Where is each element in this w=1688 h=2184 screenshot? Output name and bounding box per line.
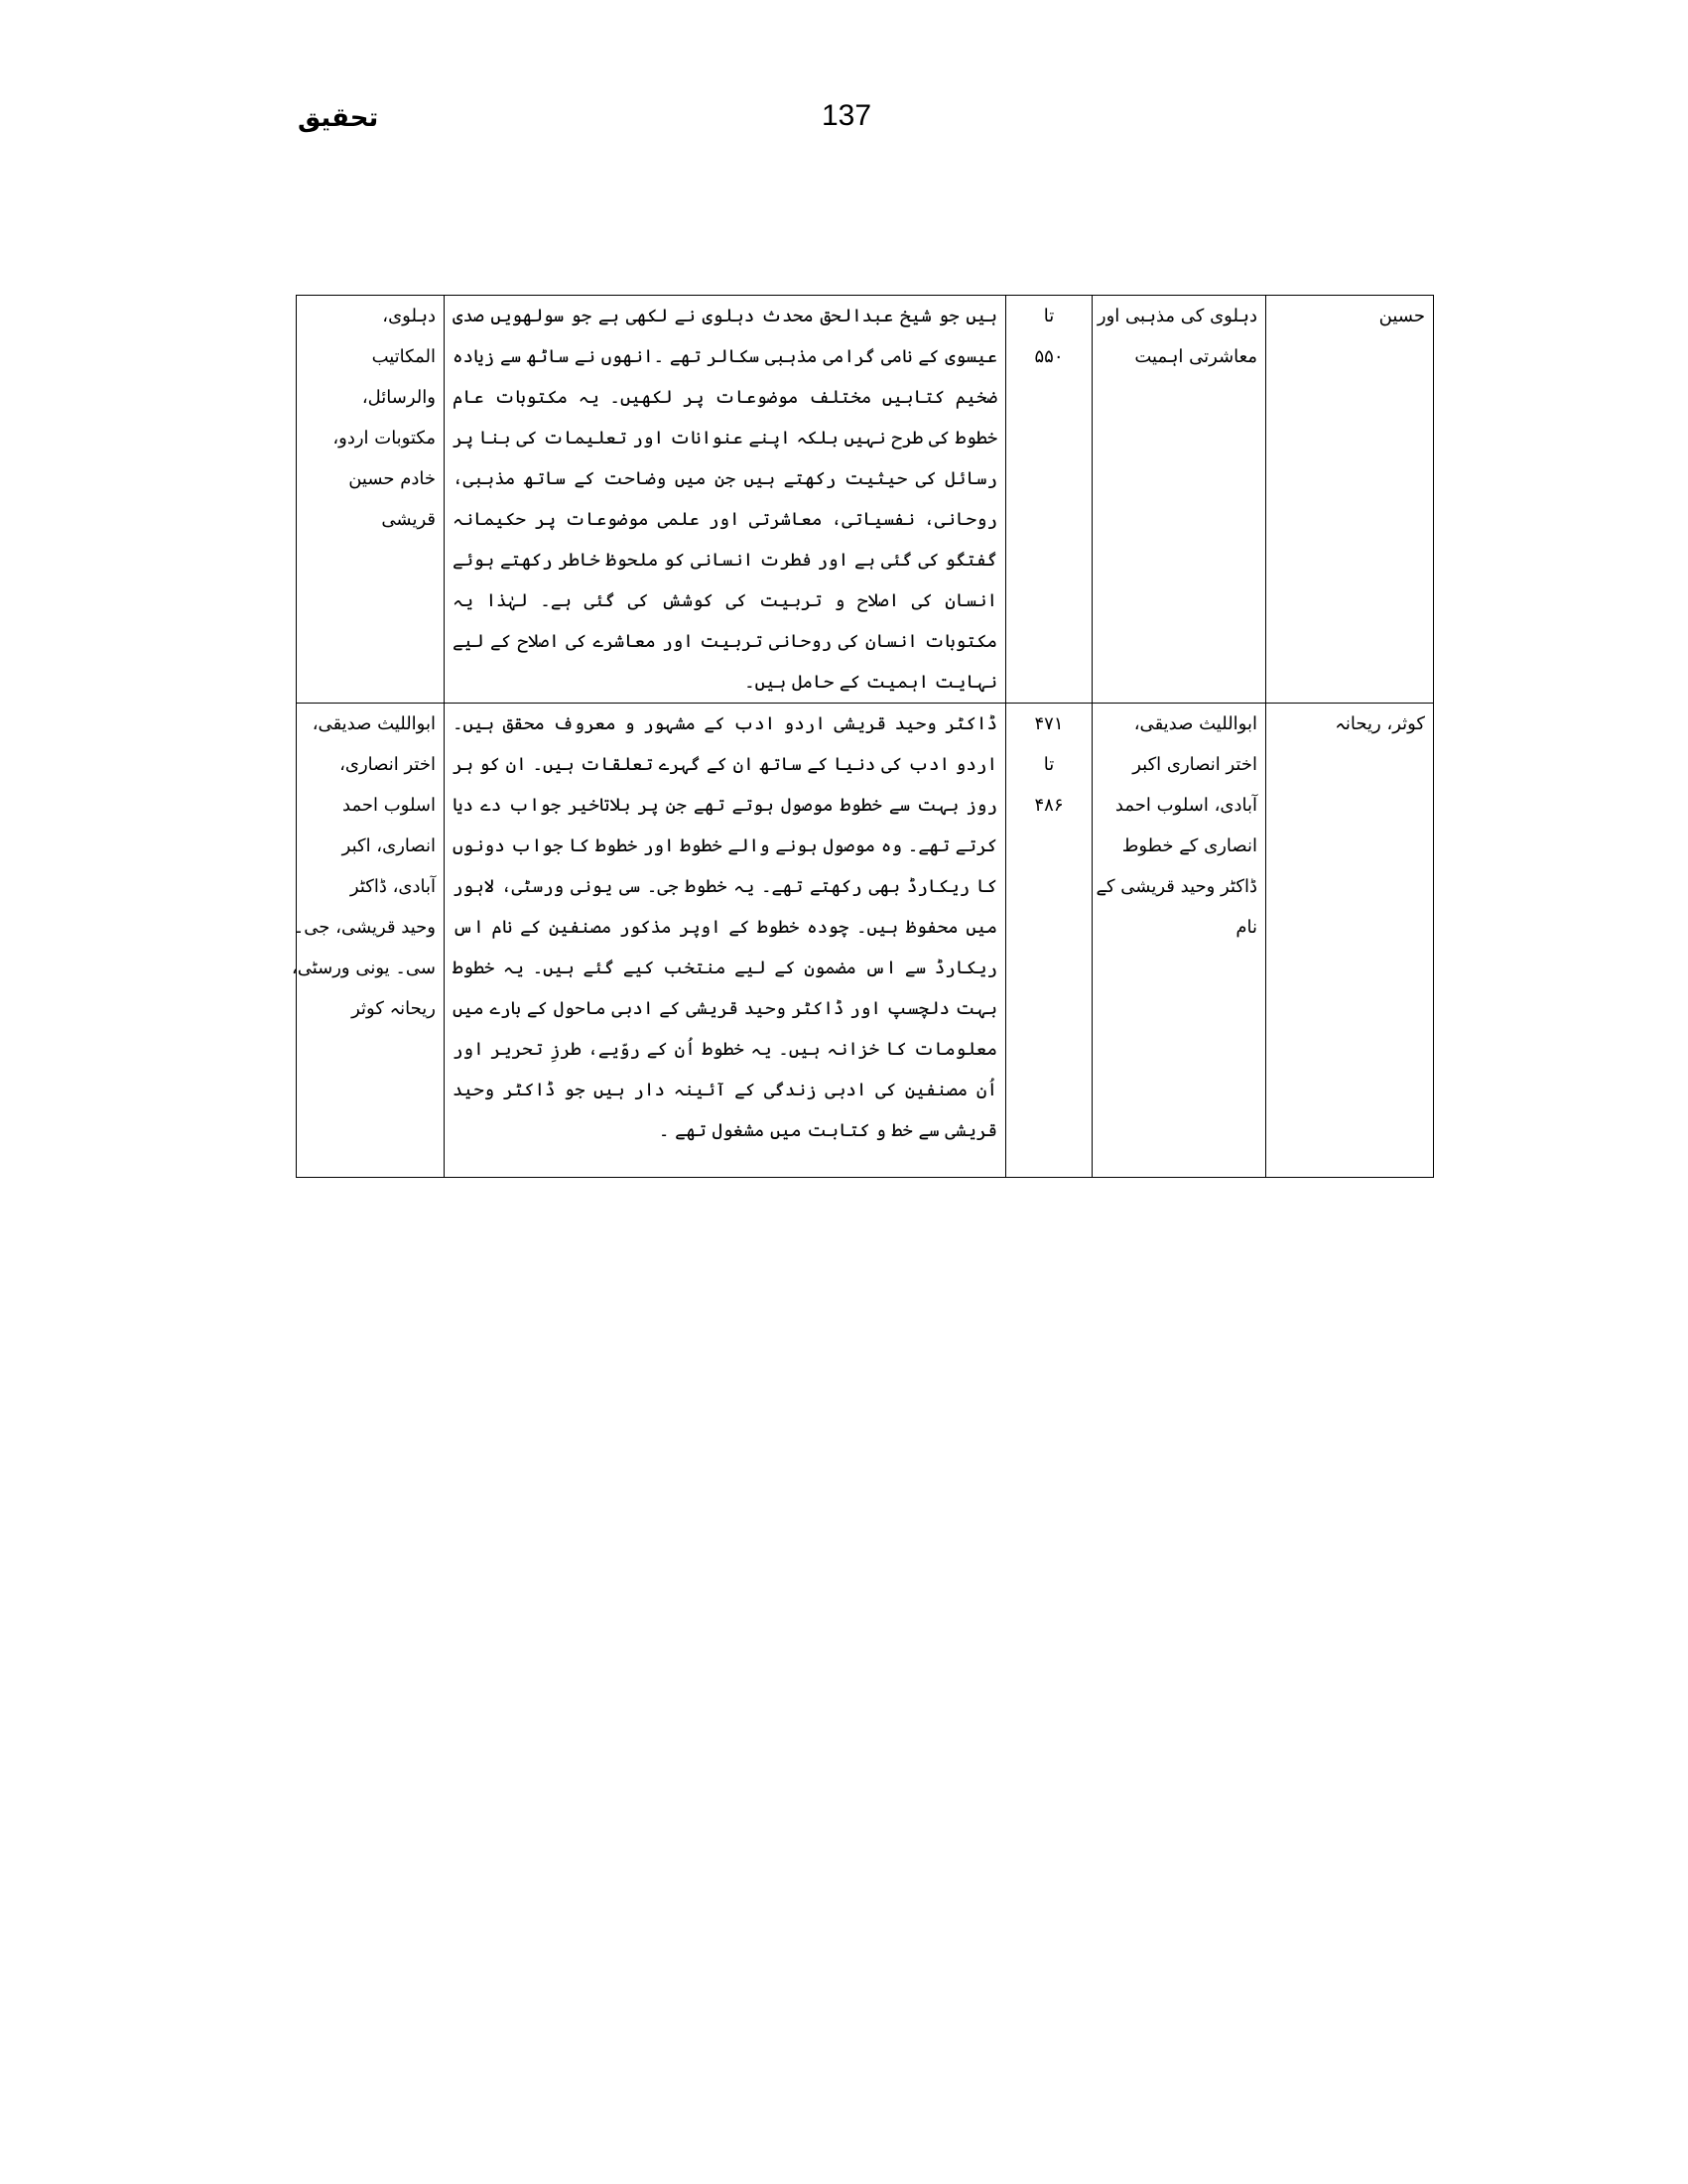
- source-line: اختر انصاری،: [339, 754, 436, 775]
- source-line: المکاتیب: [371, 346, 436, 367]
- title-line: آبادی، اسلوب احمد: [1114, 795, 1257, 816]
- page-number: 137: [822, 99, 872, 132]
- table-row: [297, 296, 1434, 704]
- title-line: دہلوی کی مذہبی اور: [1097, 306, 1257, 326]
- table-row: [297, 704, 1434, 1178]
- abstract-cell: [445, 704, 1006, 1178]
- title-line: انصاری کے خطوط: [1121, 835, 1257, 856]
- source-line: دہلوی،: [382, 306, 436, 326]
- title-line: ابواللیث صدیقی،: [1133, 713, 1257, 734]
- title-line: معاشرتی اہمیت: [1134, 346, 1257, 367]
- title-line: ڈاکٹر وحید قریشی کے: [1096, 876, 1257, 897]
- abstract-cell: [445, 296, 1006, 704]
- source-line: ابواللیث صدیقی،: [312, 713, 436, 734]
- article-title-cell: [1093, 296, 1266, 704]
- source-line: مکتوبات اردو،: [332, 428, 436, 449]
- article-title-cell: [1093, 704, 1266, 1178]
- title-line: نام: [1235, 917, 1257, 938]
- page-range-cell: [1006, 296, 1093, 704]
- source-line: خادم حسین: [348, 468, 436, 489]
- source-line: وحید قریشی، جی۔: [293, 917, 436, 938]
- author-name: کوثر، ریحانہ: [1335, 713, 1425, 734]
- author-name-cell: [1266, 704, 1434, 1178]
- author-name-cell: [1266, 296, 1434, 704]
- source-line: انصاری، اکبر: [341, 835, 436, 856]
- article-index-table: [291, 295, 1434, 1178]
- author-name: حسین: [1378, 306, 1425, 326]
- source-line: سی۔ یونی ورسٹی،: [291, 958, 436, 978]
- source-line: والرسائل،: [361, 387, 436, 408]
- page-range-line: تا: [1043, 754, 1055, 775]
- abstract-text: ڈاکٹر وحید قریشی اردو ادب کے مشہور و معروف محقق ہیں۔ اردو ادب کی دنیا کے ساتھ ان کے گہرے تعلقات ہیں۔ ان کو ہر روز بہت سے خطوط موصول ہوتے تھے جن پر بلاتاخیر جواب دے دیا کرتے تھے۔ وہ موصول ہونے والے خطوط اور خطوط کا جواب دونوں کا ریکارڈ بھی رکھتے تھے۔ یہ خطوط جی۔ سی یونی ورسٹی، لاہور میں محفوظ ہیں۔ چودہ خطوط کے اوپر مذکور مصنفین کے نام اس ریکارڈ سے اس مضمون کے لیے منتخب کیے گئے ہیں۔ یہ خطوط بہت دلچسپ اور ڈاکٹر وحید قریشی کے ادبی ماحول کے بارے میں معلومات کا خزانہ ہیں۔ یہ خطوط اُن کے روّیے، طرزِ تحریر اور اُن مصنفین کی ادبی زندگی کے آئینہ دار ہیں جو ڈاکٹر وحید قریشی سے خط و کتابت میں مشغول تھے ۔: [453, 713, 997, 1141]
- source-line: ریحانہ کوثر: [351, 998, 436, 1019]
- page-range-line: ۵۵۰: [1034, 346, 1064, 367]
- page-range-line: ۴۸۶: [1034, 795, 1064, 816]
- page-range-line: تا: [1043, 306, 1055, 326]
- source-cell: [297, 296, 445, 704]
- page-range-cell: [1006, 704, 1093, 1178]
- source-line: اسلوب احمد: [342, 795, 436, 816]
- source-line: آبادی، ڈاکٹر: [349, 876, 436, 897]
- abstract-text: ہیں جو شیخ عبدالحق محدث دہلوی نے لکھی ہے جو سولھویں صدی عیسوی کے نامی گرامی مذہبی سکالر تھے ۔انھوں نے ساٹھ سے زیادہ ضخیم کتابیں مختلف موضوعات پر لکھیں۔ یہ مکتوبات عام خطوط کی طرح نہیں بلکہ اپنے عنوانات اور تعلیمات کی بنا پر رسائل کی حیثیت رکھتے ہیں جن میں وضاحت کے ساتھ مذہبی، روحانی، نفسیاتی، معاشرتی اور علمی موضوعات پر حکیمانہ گفتگو کی گئی ہے اور فطرت انسانی کو ملحوظ خاطر رکھتے ہوئے انسان کی اصلاح و تربیت کی کوشش کی گئی ہے۔ لہٰذا یہ مکتوبات انسان کی روحانی تربیت اور معاشرے کی اصلاح کے لیے نہایت اہمیت کے حامل ہیں۔: [453, 306, 997, 693]
- page-range-line: ۴۷۱: [1034, 713, 1064, 734]
- source-cell: [291, 704, 445, 1178]
- journal-title: تحقیق: [298, 103, 379, 133]
- title-line: اختر انصاری اکبر: [1132, 754, 1257, 775]
- source-line: قریشی: [381, 509, 436, 530]
